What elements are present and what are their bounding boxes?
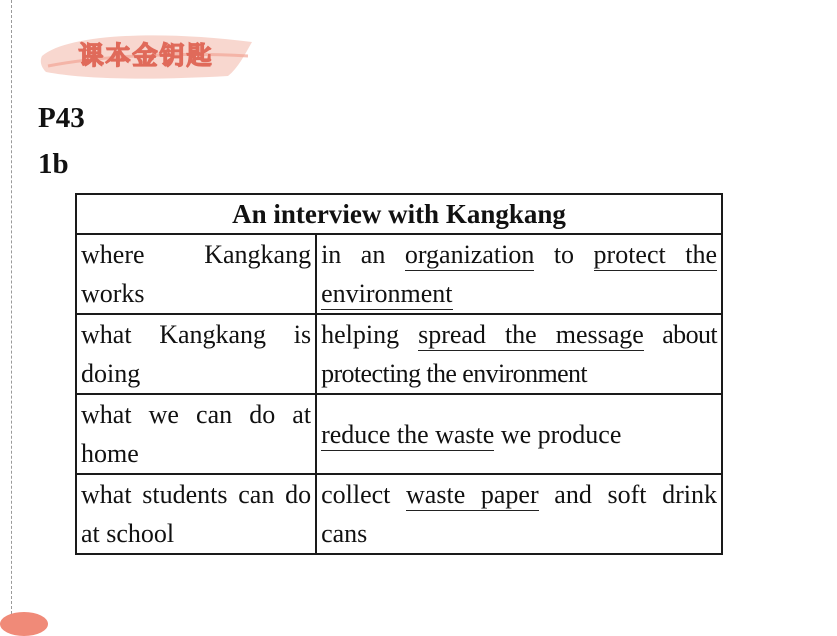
table-row xyxy=(76,314,722,394)
question-cell: where Kangkang works xyxy=(76,234,316,314)
interview-table xyxy=(75,193,723,555)
page-reference: P43 xyxy=(38,102,85,134)
answer-text: about protecting the environment xyxy=(321,320,717,388)
table-row xyxy=(76,234,722,314)
answer-blank: waste paper xyxy=(406,480,539,509)
question-cell: what Kangkang is doing xyxy=(76,314,316,394)
question-cell: what students can do at school xyxy=(76,474,316,554)
answer-text: collect xyxy=(321,480,407,509)
answer-cell xyxy=(316,474,722,554)
banner-brush-graphic xyxy=(38,26,256,82)
margin-dotted-line xyxy=(11,0,12,624)
banner-text: 课本金钥匙 xyxy=(78,41,214,70)
table-title: An interview with Kangkang xyxy=(76,194,722,234)
answer-cell xyxy=(316,394,722,474)
textbook-key-banner xyxy=(38,26,256,82)
table-header-row xyxy=(76,194,722,234)
answer-text: helping xyxy=(321,320,419,349)
decorative-blob xyxy=(0,612,48,636)
answer-text: and soft drink cans xyxy=(321,480,718,548)
answer-blank: reduce the waste xyxy=(321,419,495,449)
answer-blank: organization xyxy=(404,240,535,269)
question-cell: what we can do at home xyxy=(76,394,316,474)
answer-blank: spread the message xyxy=(418,320,644,349)
answer-text: to xyxy=(534,240,594,269)
table-row xyxy=(76,474,722,554)
answer-text: we produce xyxy=(494,419,622,449)
answer-cell xyxy=(316,234,722,314)
answer-blank: protect the environment xyxy=(321,240,717,308)
answer-text: in an xyxy=(321,240,405,269)
answer-cell xyxy=(316,314,722,394)
table-row xyxy=(76,394,722,474)
exercise-number: 1b xyxy=(38,148,69,180)
